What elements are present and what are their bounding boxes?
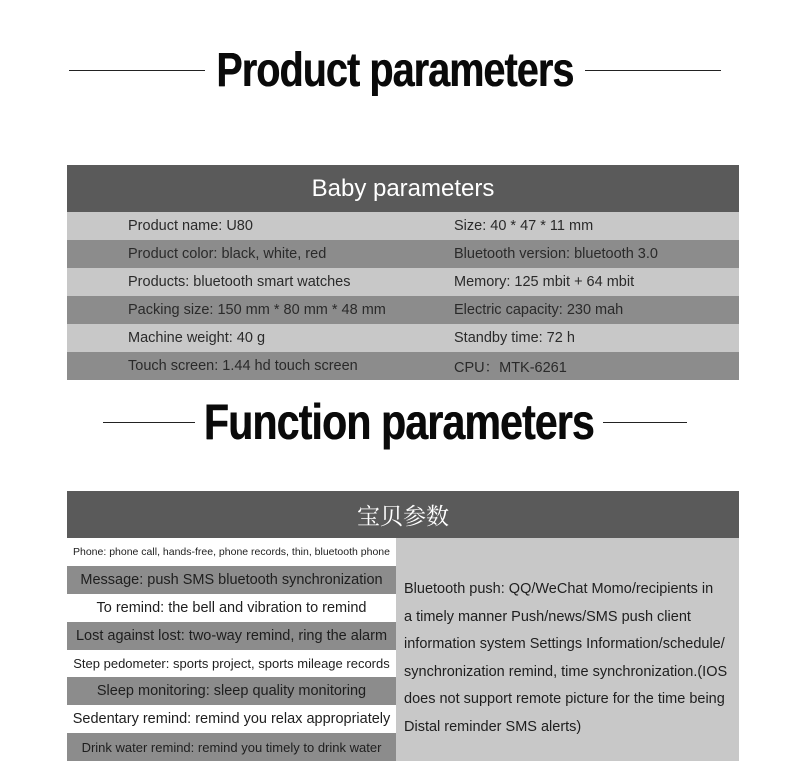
heading-divider-left — [103, 422, 195, 423]
description-line: synchronization remind, time synchronization.(IOS — [404, 663, 728, 680]
table-cell: Standby time: 72 h — [454, 330, 575, 346]
heading-title: Function parameters — [204, 394, 594, 450]
table-row — [67, 268, 739, 296]
description-line: Distal reminder SMS alerts) — [404, 718, 582, 735]
table-row — [67, 240, 739, 268]
list-item: Step pedometer: sports project, sports mileage records — [67, 650, 396, 678]
description-line: a timely manner Push/news/SMS push client — [404, 608, 691, 625]
function-parameters-table — [67, 491, 739, 761]
list-item: Sedentary remind: remind you relax appropriately — [67, 705, 396, 733]
table-cell: Products: bluetooth smart watches — [128, 274, 351, 290]
table-cell: CPU：MTK-6261 — [454, 359, 567, 376]
table-cell: Size: 40 * 47 * 11 mm — [454, 218, 594, 234]
list-item: Message: push SMS bluetooth synchronization — [67, 566, 396, 594]
table-row — [67, 296, 739, 324]
function-parameters-heading — [0, 394, 790, 450]
list-item: Drink water remind: remind you timely to drink water — [67, 733, 396, 761]
list-item: Phone: phone call, hands-free, phone records, thin, bluetooth phone — [67, 538, 396, 566]
heading-divider-right — [585, 70, 721, 71]
list-item: Sleep monitoring: sleep quality monitoring — [67, 677, 396, 705]
table-cell: Bluetooth version: bluetooth 3.0 — [454, 246, 658, 262]
table-cell: Memory: 125 mbit + 64 mbit — [454, 274, 635, 290]
table-cell: Packing size: 150 mm * 80 mm * 48 mm — [128, 302, 386, 318]
table-row — [67, 212, 739, 240]
table-title: 宝贝参数 — [67, 491, 739, 538]
heading-divider-right — [603, 422, 687, 423]
list-item: To remind: the bell and vibration to remind — [67, 594, 396, 622]
table-body — [67, 538, 739, 761]
product-parameters-heading — [0, 42, 790, 98]
table-row — [67, 352, 739, 380]
table-cell: Product name: U80 — [128, 218, 253, 234]
description-line: Bluetooth push: QQ/WeChat Momo/recipients in — [404, 581, 714, 597]
list-item: Lost against lost: two-way remind, ring the alarm — [67, 622, 396, 650]
heading-divider-left — [69, 70, 205, 71]
feature-list — [67, 538, 396, 761]
table-cell: Electric capacity: 230 mah — [454, 302, 624, 318]
bluetooth-push-description — [404, 576, 734, 741]
table-row — [67, 324, 739, 352]
table-cell: Machine weight: 40 g — [128, 330, 266, 346]
description-line: does not support remote picture for the time being — [404, 691, 725, 707]
table-cell: Product color: black, white, red — [128, 246, 327, 262]
heading-title: Product parameters — [216, 43, 574, 97]
table-cell: Touch screen: 1.44 hd touch screen — [128, 358, 358, 374]
description-line: information system Settings Information/schedule/ — [404, 636, 725, 652]
table-title: Baby parameters — [67, 165, 739, 212]
baby-parameters-table — [67, 165, 739, 380]
